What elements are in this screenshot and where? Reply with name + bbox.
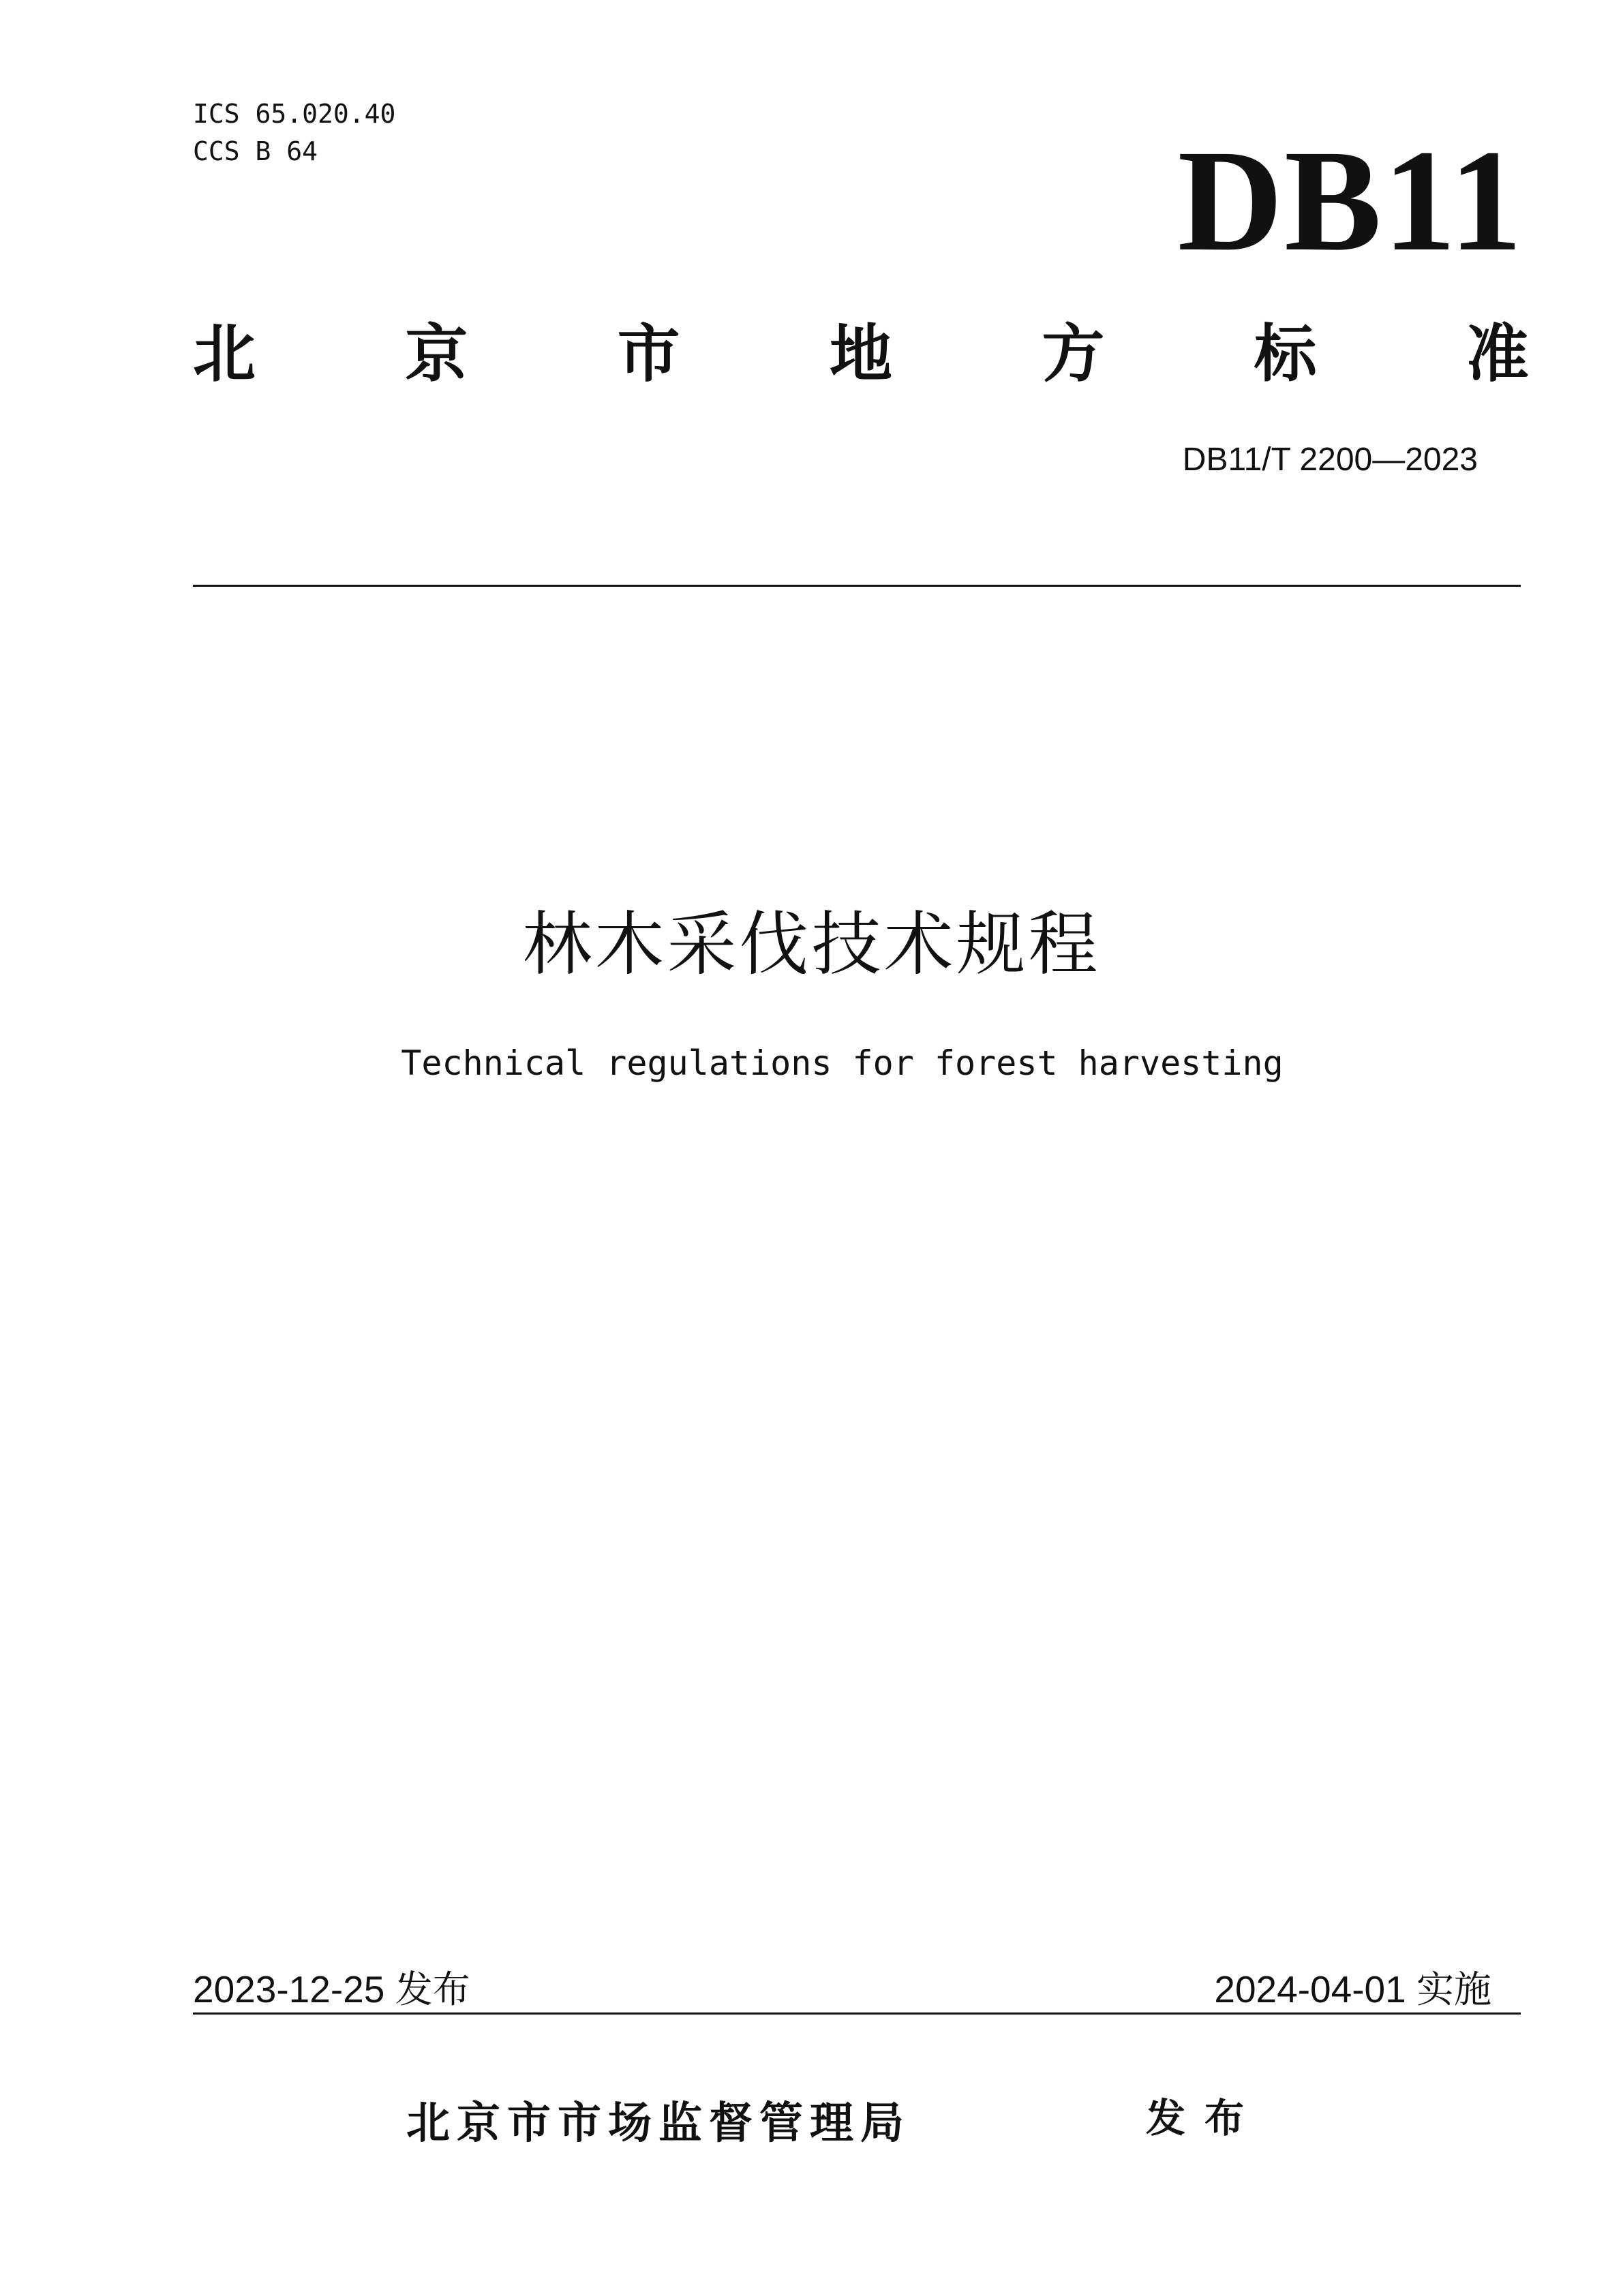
issue-label: 发布 (1146, 2095, 1264, 2141)
issuing-authority: 北京市市场监督管理局 (406, 2098, 911, 2149)
standard-type-char: 准 (1466, 318, 1529, 391)
standard-number: DB11/T 2200—2023 (1182, 442, 1478, 478)
document-title-english: Technical regulations for forest harvesting (401, 1043, 1284, 1083)
standard-type-char: 方 (1042, 318, 1105, 391)
footer-divider (193, 2012, 1521, 2015)
standard-type (193, 313, 1529, 395)
ics-code: ICS 65.020.40 (193, 99, 396, 129)
standard-type-char: 地 (829, 318, 892, 391)
standard-type-char: 标 (1254, 318, 1317, 391)
effective-date: 2024-04-01 实施 (1214, 1968, 1491, 2010)
ccs-code: CCS B 64 (193, 136, 318, 166)
standard-type-char: 京 (405, 318, 468, 391)
standard-type-char: 市 (617, 318, 680, 391)
header-divider (193, 585, 1521, 587)
standard-type-char: 北 (193, 318, 256, 391)
publish-date: 2023-12-25 发布 (193, 1968, 470, 2010)
document-title-chinese: 林木采伐技术规程 (522, 904, 1101, 985)
db11-mark: DB11 (1177, 120, 1523, 281)
